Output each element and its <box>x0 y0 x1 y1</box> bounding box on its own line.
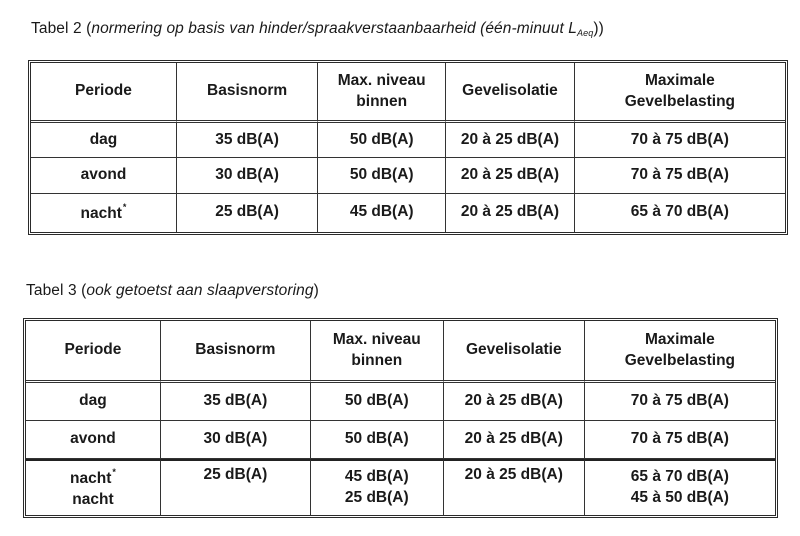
table2-cell: avond <box>31 158 177 193</box>
table3-cell: 25 dB(A) <box>161 459 311 515</box>
table3-cell: 50 dB(A) <box>311 383 444 421</box>
table3-cell: 70 à 75 dB(A) <box>585 383 775 421</box>
table3 <box>23 318 778 518</box>
table3-header-basisnorm: Basisnorm <box>161 321 311 383</box>
table3-caption-prefix: Tabel 3 ( <box>26 282 87 299</box>
table3-caption-suffix: ) <box>313 282 319 299</box>
table3-cell-gevel <box>585 459 775 515</box>
table-row <box>31 123 785 158</box>
table3-cell: 20 à 25 dB(A) <box>444 459 585 515</box>
table2-cell: 50 dB(A) <box>318 123 446 158</box>
table2-header-gevelisolatie: Gevelisolatie <box>446 63 575 123</box>
table3-cell: 70 à 75 dB(A) <box>585 421 775 459</box>
table2-cell-text: nacht <box>80 204 122 222</box>
table2-cell: 45 dB(A) <box>318 194 446 233</box>
table2-caption <box>31 20 604 38</box>
table2-cell: 35 dB(A) <box>177 123 318 158</box>
table2-cell: 50 dB(A) <box>318 158 446 193</box>
footnote-mark: * <box>112 466 116 477</box>
table3-cell: 50 dB(A) <box>311 421 444 459</box>
table3-cell: 20 à 25 dB(A) <box>444 383 585 421</box>
table2-cell: 20 à 25 dB(A) <box>446 158 575 193</box>
table2-cell: 20 à 25 dB(A) <box>446 194 575 233</box>
table3-header-row <box>26 321 775 383</box>
table2-cell: 70 à 75 dB(A) <box>575 123 785 158</box>
table3-caption <box>26 282 319 300</box>
table2-cell: 70 à 75 dB(A) <box>575 158 785 193</box>
table2-header-gevelbelasting: Maximale Gevelbelasting <box>575 63 785 123</box>
table3-header-gevelisolatie: Gevelisolatie <box>444 321 585 383</box>
nacht-line-1 <box>26 466 160 490</box>
table3-cell: 30 dB(A) <box>161 421 311 459</box>
cell-text: nacht <box>70 469 112 487</box>
gevel-line-1: 65 à 70 dB(A) <box>630 468 729 486</box>
table3-cell-nacht <box>26 459 161 515</box>
nacht-line-2: nacht <box>72 490 114 508</box>
table2-cell: dag <box>31 123 177 158</box>
table-row <box>26 421 775 459</box>
table-row <box>31 194 785 233</box>
table-row <box>31 158 785 193</box>
table2-cell: 65 à 70 dB(A) <box>630 203 729 221</box>
table2-header-row <box>31 63 785 123</box>
table2-caption-italic: normering op basis van hinder/spraakverstaanbaarheid (één-minuut L <box>91 20 578 37</box>
max-line-2: 25 dB(A) <box>344 489 409 506</box>
table3-header-periode: Periode <box>26 321 161 383</box>
table3-cell: 35 dB(A) <box>161 383 311 421</box>
table3-cell: avond <box>26 421 161 459</box>
table2-cell: 30 dB(A) <box>177 158 318 193</box>
max-line-1: 45 dB(A) <box>344 468 409 486</box>
table2-cell-nacht <box>31 194 177 233</box>
table3-header-gevelbelasting: Maximale Gevelbelasting <box>585 321 775 383</box>
table3-header-max-niveau: Max. niveau binnen <box>311 321 444 383</box>
gevel-line-2: 45 à 50 dB(A) <box>630 489 729 506</box>
table3-cell: dag <box>26 383 161 421</box>
table3-cell: 20 à 25 dB(A) <box>444 421 585 459</box>
table-row <box>26 383 775 421</box>
table2-caption-prefix: Tabel 2 ( <box>31 20 92 37</box>
table-row-night <box>26 459 775 515</box>
table3-caption-italic: ook getoetst aan slaapverstoring <box>86 282 314 299</box>
table2 <box>28 60 788 235</box>
footnote-mark: * <box>122 201 127 212</box>
table2-header-basisnorm: Basisnorm <box>177 63 318 123</box>
table2-caption-sub: Aeq <box>577 28 594 38</box>
table2-header-max-niveau: Max. niveau binnen <box>318 63 446 123</box>
table2-caption-suffix: )) <box>593 20 604 37</box>
table2-cell: 25 dB(A) <box>177 194 318 233</box>
table3-cell-max <box>311 459 444 515</box>
table2-header-periode: Periode <box>31 63 177 123</box>
table2-cell: 20 à 25 dB(A) <box>446 123 575 158</box>
